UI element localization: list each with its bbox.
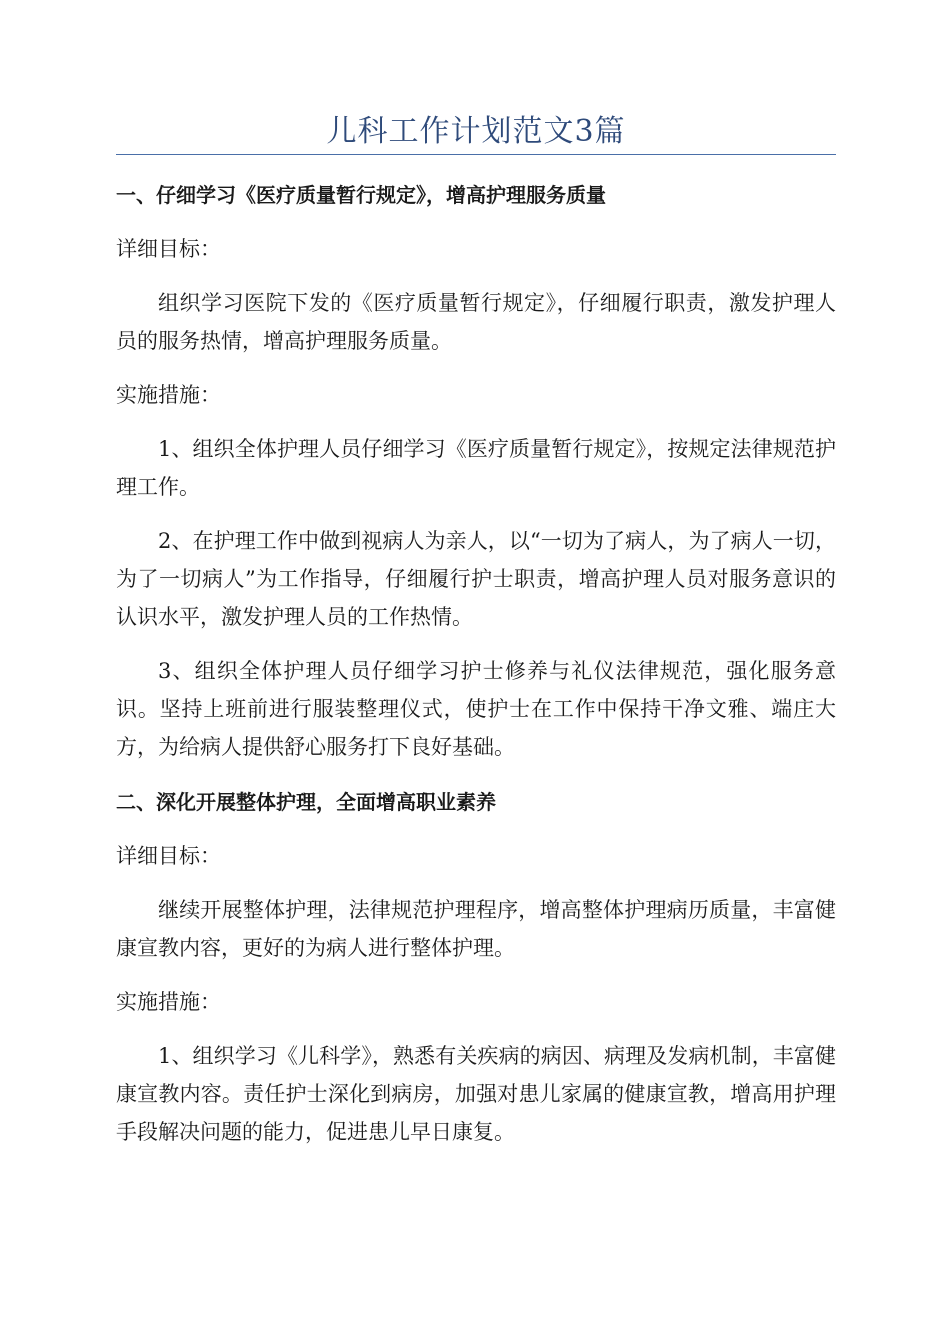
- section-2-heading: 二、深化开展整体护理，全面增高职业素养: [116, 790, 496, 814]
- section-1-goal-text: 组织学习医院下发的《医疗质量暂行规定》，仔细履行职责，激发护理人员的服务热情，增高护理服务质量。: [116, 291, 836, 353]
- section-1-measure-3: 3、组织全体护理人员仔细学习护士修养与礼仪法律规范，强化服务意识。坚持上班前进行服装整理仪式，使护士在工作中保持干净文雅、端庄大方，为给病人提供舒心服务打下良好基础。: [116, 659, 836, 759]
- section-1-measures-label: 实施措施：: [116, 383, 221, 407]
- section-1-measure-2: 2、在护理工作中做到视病人为亲人，以“一切为了病人，为了病人一切，为了一切病人”为工作指导，仔细履行护士职责，增高护理人员对服务意识的认识水平，激发护理人员的工作热情。: [116, 529, 836, 629]
- section-1-goal-label: 详细目标：: [116, 237, 221, 261]
- section-2-goal-label: 详细目标：: [116, 844, 221, 868]
- section-1-heading: 一、仔细学习《医疗质量暂行规定》，增高护理服务质量: [116, 183, 606, 207]
- section-2-measure-1: 1、组织学习《儿科学》，熟悉有关疾病的病因、病理及发病机制，丰富健康宣教内容。责任护士深化到病房，加强对患儿家属的健康宣教，增高用护理手段解决问题的能力，促进患儿早日康复。: [116, 1044, 836, 1144]
- section-2-measures-label: 实施措施：: [116, 990, 221, 1014]
- title-underline: [116, 154, 836, 155]
- document-title: 儿科工作计划范文3篇: [326, 114, 626, 149]
- section-1-measure-1: 1、组织全体护理人员仔细学习《医疗质量暂行规定》，按规定法律规范护理工作。: [116, 437, 836, 499]
- section-2-goal-text: 继续开展整体护理，法律规范护理程序，增高整体护理病历质量，丰富健康宣教内容，更好的为病人进行整体护理。: [116, 898, 836, 960]
